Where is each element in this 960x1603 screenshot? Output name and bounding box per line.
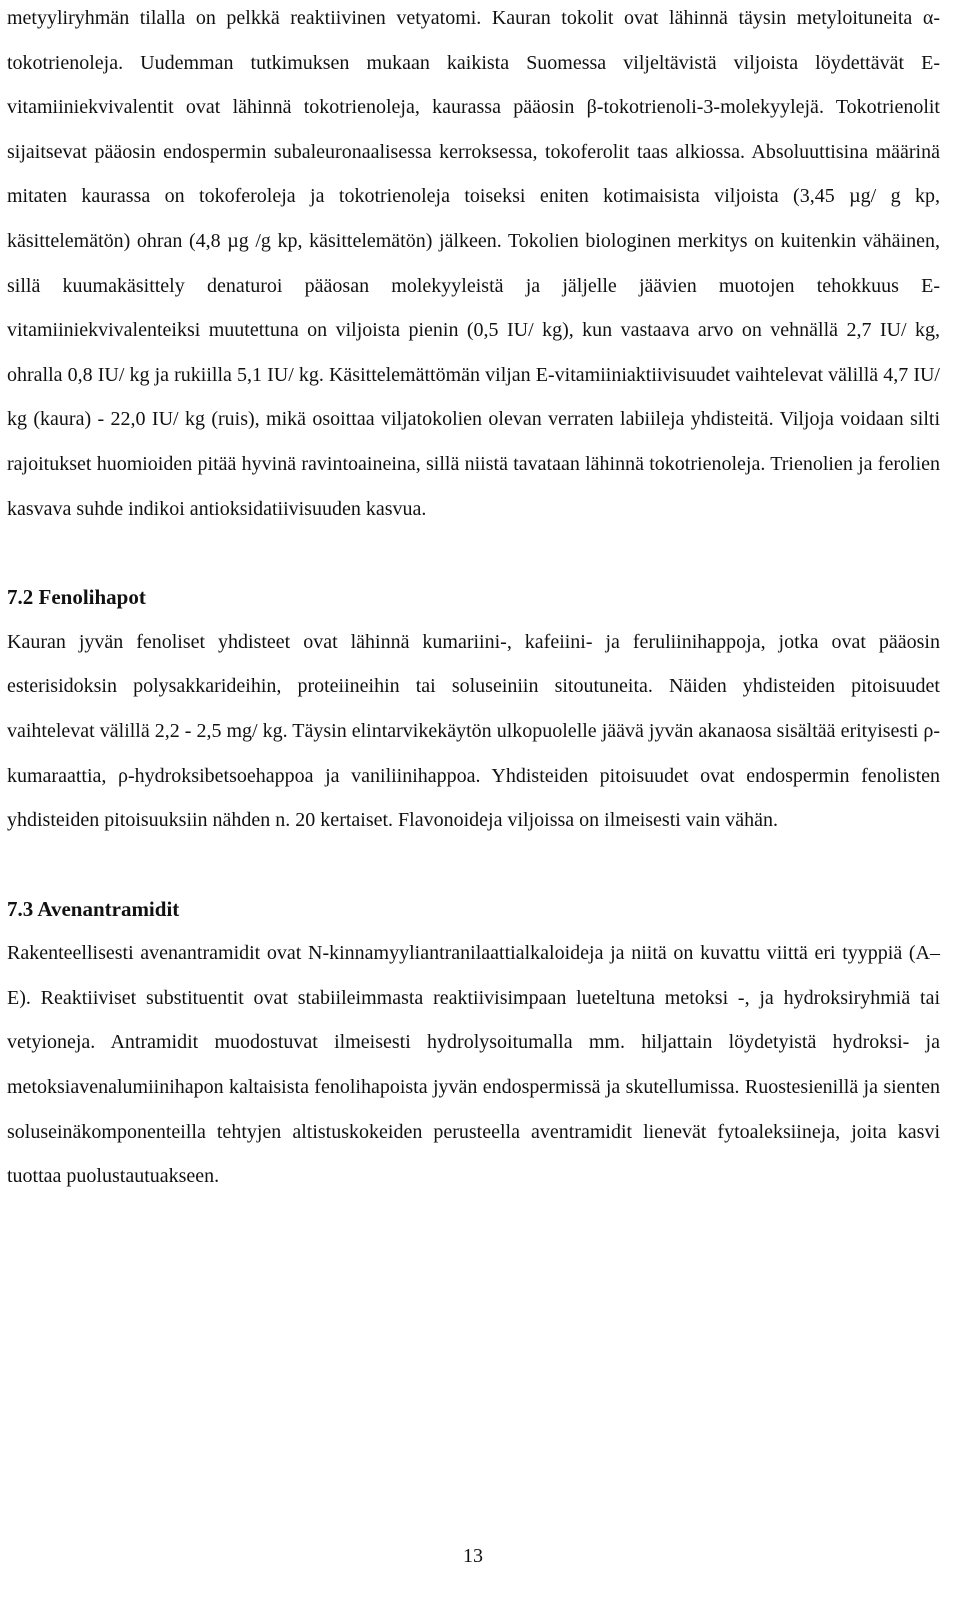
page-content	[7, 0, 940, 1199]
section-body-avenantramidit: Rakenteellisesti avenantramidit ovat N-kinnamyyliantranilaattialkaloideja ja niitä on kuvattu viittä eri tyyppiä (A–E). Reaktiiviset substituentit ovat stabiileimmasta reaktiivisimpaan lueteltuna metoksi -, ja hydroksiryhmiä tai vetyioneja. Antramidit muodostuvat ilmeisesti hydrolysoitumalla mm. hiljattain löydetyistä hydroksi- ja metoksiavenalumiinihapon kaltaisista fenolihapoista jyvän endospermissä ja skutellumissa. Ruostesienillä ja sienten soluseinäkomponenteilla tehtyjen altistuskokeiden perusteella aventramidit lienevät fytoaleksiineja, joita kasvi tuottaa puolustautuakseen.	[7, 942, 940, 1188]
intro-paragraph: metyyliryhmän tilalla on pelkkä reaktiivinen vetyatomi. Kauran tokolit ovat lähinnä täysin metyloituneita α-tokotrienoleja. Uudemman tutkimuksen mukaan kaikista Suomessa viljeltävistä viljoista löydettävät E-vitamiiniekvivalentit ovat lähinnä tokotrienoleja, kaurassa pääosin β-tokotrienoli-3-molekyylejä. Tokotrienolit sijaitsevat pääosin endospermin subaleuronaalisessa kerroksessa, tokoferolit taas alkiossa. Absoluuttisina määrinä mitaten kaurassa on tokoferoleja ja tokotrienoleja toiseksi eniten kotimaisista viljoista (3,45 µg/ g kp, käsittelemätön) ohran (4,8 µg /g kp, käsittelemätön) jälkeen. Tokolien biologinen merkitys on kuitenkin vähäinen, sillä kuumakäsittely denaturoi pääosan molekyyleistä ja jäljelle jäävien muotojen tehokkuus E-vitamiiniekvivalenteiksi muutettuna on viljoista pienin (0,5 IU/ kg), kun vastaava arvo on vehnällä 2,7 IU/ kg, ohralla 0,8 IU/ kg ja rukiilla 5,1 IU/ kg. Käsittelemättömän viljan E-vitamiiniaktiivisuudet vaihtelevat välillä 4,7 IU/ kg (kaura) - 22,0 IU/ kg (ruis), mikä osoittaa viljatokolien olevan verraten labiileja yhdisteitä. Viljoja voidaan silti rajoitukset huomioiden pitää hyvinä ravintoaineina, sillä niistä tavataan lähinnä tokotrienoleja. Trienolien ja ferolien kasvava suhde indikoi antioksidatiivisuuden kasvua.	[7, 7, 940, 520]
section-gap	[7, 843, 940, 887]
section-heading-fenolihapot: 7.2 Fenolihapot	[7, 585, 146, 610]
section-gap	[7, 531, 940, 575]
section-heading-avenantramidit: 7.3 Avenantramidit	[7, 896, 180, 921]
page-number: 13	[463, 1545, 483, 1567]
section-body-fenolihapot: Kauran jyvän fenoliset yhdisteet ovat lähinnä kumariini-, kafeiini- ja feruliinihappoja, jotka ovat pääosin esterisidoksin polysakkarideihin, proteiineihin tai soluseiniin sitoutuneita. Näiden yhdisteiden pitoisuudet vaihtelevat välillä 2,2 - 2,5 mg/ kg. Täysin elintarvikekäytön ulkopuolelle jäävä jyvän akanaosa sisältää erityisesti ρ-kumaraattia, ρ-hydroksibetsoehappoa ja vaniliinihappoa. Yhdisteiden pitoisuudet ovat endospermin fenolisten yhdisteiden pitoisuuksiin nähden n. 20 kertaiset. Flavonoideja viljoissa on ilmeisesti vain vähän.	[7, 630, 940, 832]
